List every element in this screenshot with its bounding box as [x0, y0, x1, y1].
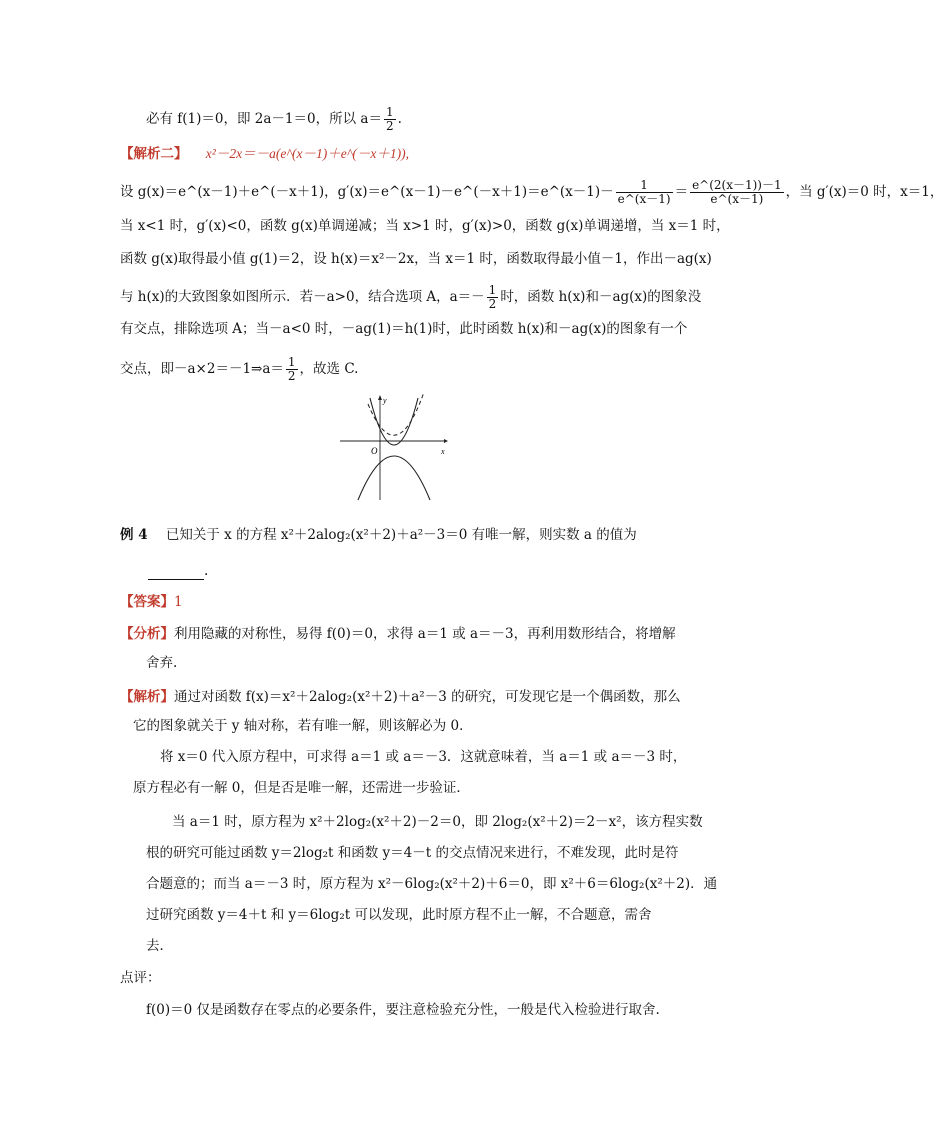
fraction-neg-half: $\frac{1}{2}$ — [488, 283, 497, 311]
line-graph-compare: 与 h(x)的大致图象如图所示．若－a>0，结合选项 A，a＝－ $\frac{1}{2}$ 时，函数 h(x)和－ag(x)的图象没 — [120, 283, 702, 311]
text-line-1: 必有 f(1)＝0，即 2a－1＝0，所以 a＝ — [146, 111, 382, 127]
example-label: 例 4 — [120, 527, 148, 543]
line-monotonic: 当 x<1 时，g′(x)<0，函数 g(x)单调递减；当 x>1 时，g′(x)>0，函数 g(x)单调递增，当 x＝1 时， — [120, 218, 730, 234]
origin-label: O — [371, 446, 378, 456]
tag-solution: 【解析】 — [120, 689, 174, 705]
solution-line-2: 它的图象就关于 y 轴对称，若有唯一解，则该解必为 0． — [133, 718, 473, 734]
line-define-g: 设 g(x)＝e^(x－1)＋e^(－x＋1)，g′(x)＝e^(x－1)－e^(－x＋1)＝e^(x－1)－ $\frac{1}{e\^{}(x-1)}$ ＝ $\frac{e\^{}(2(x-1))-1}{e\^{}(x-1)}$ ，当 g′(x)＝0 时，x＝1， — [120, 178, 943, 206]
solution-line-1: 【解析】通过对函数 f(x)＝x²＋2alog₂(x²＋2)＋a²－3 的研究，可发现它是一个偶函数，那么 — [120, 689, 681, 705]
fraction-one-half: $\frac{1}{2}$ — [385, 105, 394, 133]
answer-value: 1 — [174, 594, 183, 610]
answer-blank-line: . — [148, 562, 208, 580]
tag-answer: 【答案】 — [120, 594, 174, 610]
answer-line — [120, 593, 183, 611]
y-axis-label: y — [383, 396, 387, 405]
example-text: 已知关于 x 的方程 x²＋2alog₂(x²＋2)＋a²－3＝0 有唯一解，则实数 a 的值为 — [165, 527, 637, 543]
tag-analysis: 【分析】 — [120, 626, 174, 642]
example-4-question — [120, 526, 637, 544]
fraction-1-over-e: $\frac{1}{e\^{}(x-1)}$ — [617, 178, 671, 206]
y-axis-arrow — [378, 395, 382, 400]
solution-line-5: 当 a＝1 时，原方程为 x²＋2log₂(x²＋2)－2＝0，即 2log₂(x²＋2)＝2－x²，该方程实数 — [172, 814, 703, 830]
line-minimum: 函数 g(x)取得最小值 g(1)＝2，设 h(x)＝x²－2x，当 x＝1 时，函数取得最小值－1，作出－ag(x) — [120, 251, 712, 267]
solution-line-3: 将 x＝0 代入原方程中，可求得 a＝1 或 a＝－3．这就意味着，当 a＝1 或 a＝－3 时， — [160, 749, 687, 765]
x-axis-label: x — [441, 447, 445, 456]
solution-line-6: 根的研究可能过函数 y＝2log₂t 和函数 y＝4－t 的交点情况来进行，不难发现，此时是符 — [146, 845, 679, 861]
solution-line-7: 合题意的；而当 a＝－3 时，原方程为 x²－6log₂(x²＋2)＋6＝0，即 x²＋6＝6log₂(x²＋2)．通 — [146, 876, 718, 892]
fraction-half-answer: $\frac{1}{2}$ — [287, 355, 296, 383]
line-conclusion-a: 必有 f(1)＝0，即 2a－1＝0，所以 a＝ $\frac{1}{2}$ . — [146, 105, 402, 133]
comment-text: f(0)＝0 仅是函数存在零点的必要条件，要注意检验充分性，一般是代入检验进行取舍. — [146, 1002, 660, 1018]
solution-line-9: 去． — [146, 938, 173, 954]
equation-line: x²－2x＝－a(e^(x－1)＋e^(－x＋1)), — [205, 146, 410, 161]
line-no-intersection: 有交点，排除选项 A；当－a<0 时，－ag(1)＝h(1)时，此时函数 h(x)和－ag(x)的图象有一个 — [120, 321, 688, 337]
solution-line-8: 过研究函数 y＝4＋t 和 y＝6log₂t 可以发现，此时原方程不止一解，不合题意，需舍 — [146, 907, 652, 923]
fraction-derivative: $\frac{e\^{}(2(x-1))-1}{e\^{}(x-1)}$ — [692, 178, 782, 206]
analysis-line-1: 【分析】利用隐藏的对称性，易得 f(0)＝0，求得 a＝1 或 a＝－3，再利用数形结合，将增解 — [120, 626, 676, 642]
solution-line-4: 原方程必有一解 0，但是否是唯一解，还需进一步验证． — [133, 780, 470, 796]
analysis-line-2: 舍弃. — [146, 655, 178, 671]
curve-dashed — [368, 392, 424, 435]
function-graph — [340, 392, 452, 502]
line-choose-c: 交点，即－a×2＝－1⇒a＝ $\frac{1}{2}$ ，故选 C. — [120, 355, 359, 383]
comment-heading: 点评： — [120, 970, 161, 986]
x-axis-arrow — [444, 439, 448, 443]
curve-neg-ag — [358, 456, 430, 500]
heading-solution-two — [120, 145, 409, 163]
tag-jiexi-two: 【解析二】 — [120, 146, 188, 162]
answer-blank — [148, 565, 204, 580]
